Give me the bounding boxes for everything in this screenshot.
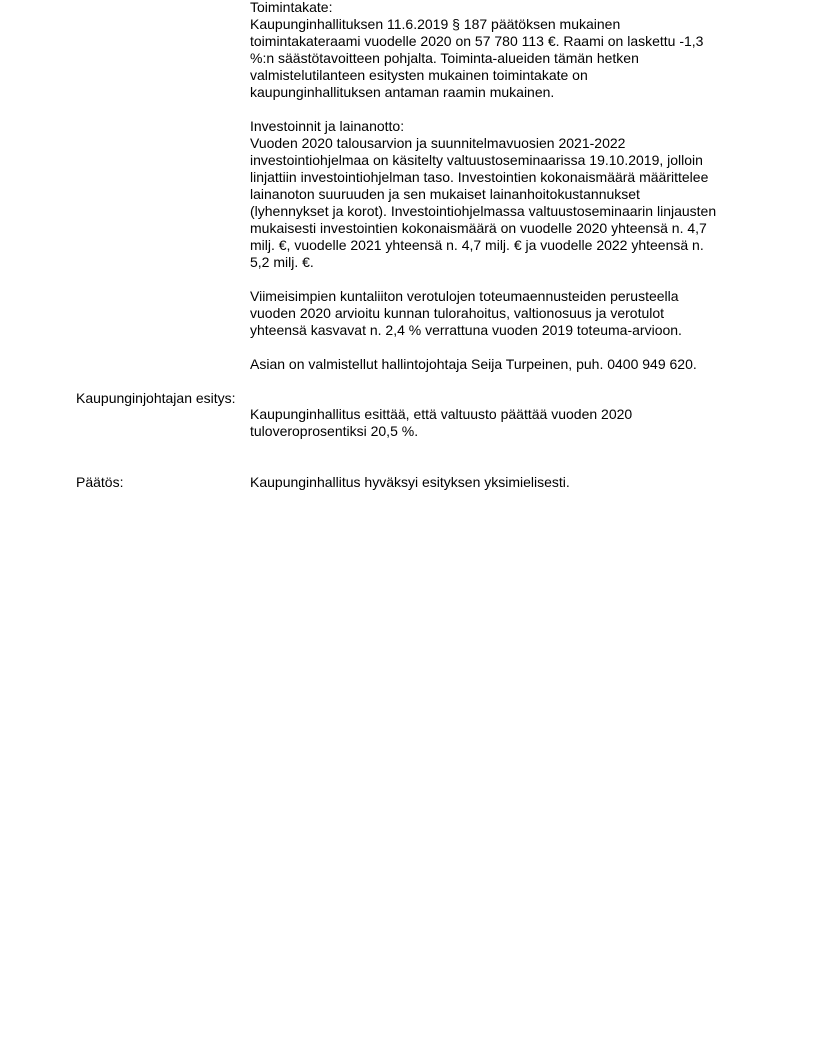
section-investoinnit [250, 118, 750, 271]
section-valmistelija [250, 356, 750, 373]
proposal-line: tuloveroprosentiksi 20,5 %. [250, 423, 419, 439]
paragraph-line: toimintakateraami vuodelle 2020 on 57 780 113 €. Raami on laskettu -1,3 [250, 33, 704, 49]
paragraph-line: Vuoden 2020 talousarvion ja suunnitelmavuosien 2021-2022 [250, 135, 626, 151]
section-verotulot [250, 288, 750, 339]
paragraph-line: Kaupunginhallituksen 11.6.2019 § 187 päätöksen mukainen [250, 16, 621, 32]
paragraph-line: 5,2 milj. €. [250, 254, 314, 270]
section-paatos [250, 474, 750, 491]
section-esitys [250, 406, 750, 440]
section-heading-toimintakate: Toimintakate: [250, 0, 333, 15]
paragraph-line: lainanoton suuruuden ja sen mukaiset lainanhoitokustannukset [250, 186, 640, 202]
paragraph-line: mukaisesti investointien kokonaismäärä on vuodelle 2020 yhteensä n. 4,7 [250, 220, 707, 236]
paragraph-line: investointiohjelmaa on käsitelty valtuustoseminaarissa 19.10.2019, jolloin [250, 152, 703, 168]
paragraph-line: kaupunginhallituksen antaman raamin mukainen. [250, 84, 555, 100]
paragraph-line: yhteensä kasvavat n. 2,4 % verrattuna vuoden 2019 toteuma-arvioon. [250, 322, 682, 338]
section-toimintakate [250, 0, 750, 101]
paragraph-line: linjattiin investointiohjelman taso. Investointien kokonaismäärä määrittelee [250, 169, 709, 185]
proposal-line: Kaupunginhallitus esittää, että valtuusto päättää vuoden 2020 [250, 406, 633, 422]
section-heading-investoinnit: Investoinnit ja lainanotto: [250, 118, 405, 134]
proposal-label-text: Kaupunginjohtajan esitys: [76, 390, 236, 406]
decision-label [76, 474, 256, 491]
paragraph-line: valmistelutilanteen esitysten mukainen toimintakate on [250, 67, 588, 83]
decision-label-text: Päätös: [76, 474, 124, 490]
paragraph-line: Viimeisimpien kuntaliiton verotulojen toteumaennusteiden perusteella [250, 288, 679, 304]
paragraph-line: %:n säästötavoitteen pohjalta. Toiminta-alueiden tämän hetken [250, 50, 639, 66]
decision-text: Kaupunginhallitus hyväksyi esityksen yksimielisesti. [250, 474, 570, 490]
paragraph-line: milj. €, vuodelle 2021 yhteensä n. 4,7 milj. € ja vuodelle 2022 yhteensä n. [250, 237, 704, 253]
proposal-label [76, 390, 256, 407]
paragraph-line: (lyhennykset ja korot). Investointiohjelmassa valtuustoseminaarin linjausten [250, 203, 717, 219]
preparer-line: Asian on valmistellut hallintojohtaja Seija Turpeinen, puh. 0400 949 620. [250, 356, 697, 372]
paragraph-line: vuoden 2020 arvioitu kunnan tulorahoitus, valtionosuus ja verotulot [250, 305, 665, 321]
